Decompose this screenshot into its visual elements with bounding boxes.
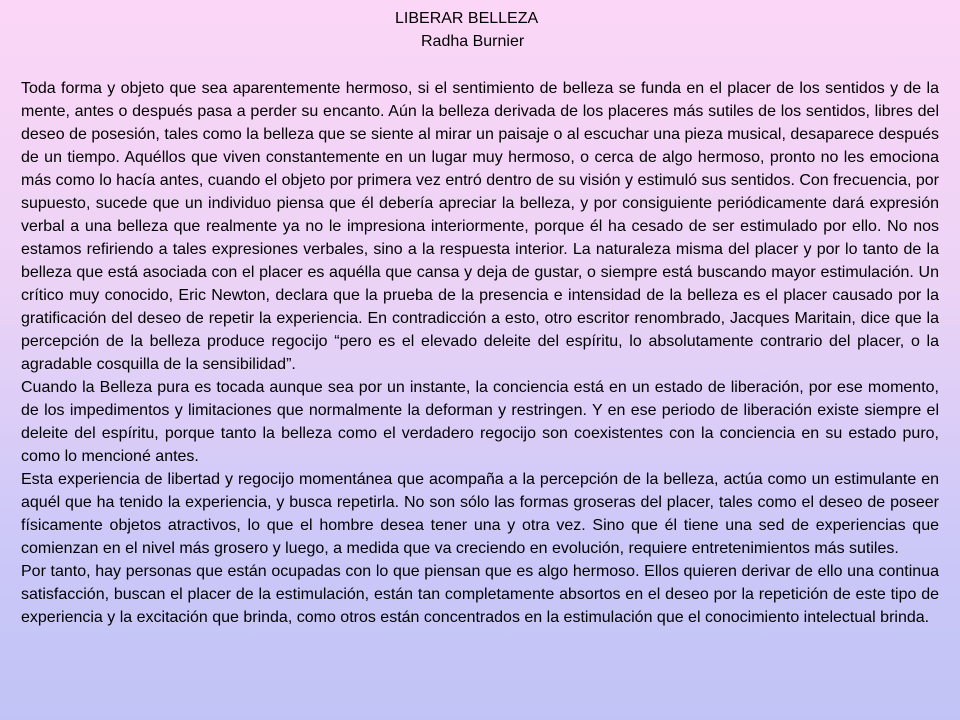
paragraph: Esta experiencia de libertad y regocijo momentánea que acompaña a la percepción de la belleza, actúa como un estimulante en aquél que ha tenido la experiencia, y busca repetirla. No son sólo las formas groseras del placer, tales como el deseo de poseer físicamente objetos atractivos, lo que el hombre desea tener una y otra vez. Sino que él tiene una sed de experiencias que comienzan en el nivel más grosero y luego, a medida que va creciendo en evolución, requiere entretenimientos más sutiles.	[21, 471, 939, 557]
document-author: Radha Burnier	[421, 33, 525, 50]
paragraph: Por tanto, hay personas que están ocupadas con lo que piensan que es algo hermoso. Ellos quieren derivar de ello una continua satisfacción, buscan el placer de la estimulación, están tan completamente absortos en el deseo por la repetición de este tipo de experiencia y la excitación que brinda, como otros están concentrados en la estimulación que el conocimiento intelectual brinda.	[21, 563, 939, 626]
paragraph: Cuando la Belleza pura es tocada aunque sea por un instante, la conciencia está en un estado de liberación, por ese momento, de los impedimentos y limitaciones que normalmente la deforman y restringen. Y en ese periodo de liberación existe siempre el deleite del espíritu, porque tanto la belleza como el verdadero regocijo son coexistentes con la conciencia en su estado puro, como lo mencioné antes.	[21, 379, 939, 465]
document-body	[21, 77, 939, 629]
paragraph: Toda forma y objeto que sea aparentemente hermoso, si el sentimiento de belleza se funda en el placer de los sentidos y de la mente, antes o después pasa a perder su encanto. Aún la belleza derivada de los placeres más sutiles de los sentidos, libres del deseo de posesión, tales como la belleza que se siente al mirar un paisaje o al escuchar una pieza musical, desaparece después de un tiempo. Aquéllos que viven constantemente en un lugar muy hermoso, o cerca de algo hermoso, pronto no les emociona más como lo hacía antes, cuando el objeto por primera vez entró dentro de su visión y estimuló sus sentidos. Con frecuencia, por supuesto, sucede que un individuo piensa que él debería apreciar la belleza, y por consiguiente periódicamente dará expresión verbal a una belleza que realmente ya no le impresiona interiormente, porque él ha cesado de ser estimulado por ello. No nos estamos refiriendo a tales expresiones verbales, sino a la respuesta interior. La naturaleza misma del placer y por lo tanto de la belleza que está asociada con el placer es aquélla que cansa y deja de gustar, o siempre está buscando mayor estimulación. Un crítico muy conocido, Eric Newton, declara que la prueba de la presencia e intensidad de la belleza es el placer causado por la gratificación del deseo de repetir la experiencia. En contradicción a esto, otro escritor renombrado, Jacques Maritain, dice que la percepción de la belleza produce regocijo “pero es el elevado deleite del espíritu, lo absolutamente contrario del placer, o la agradable cosquilla de la sensibilidad”.	[21, 80, 939, 373]
document-title: LIBERAR BELLEZA	[395, 10, 539, 27]
